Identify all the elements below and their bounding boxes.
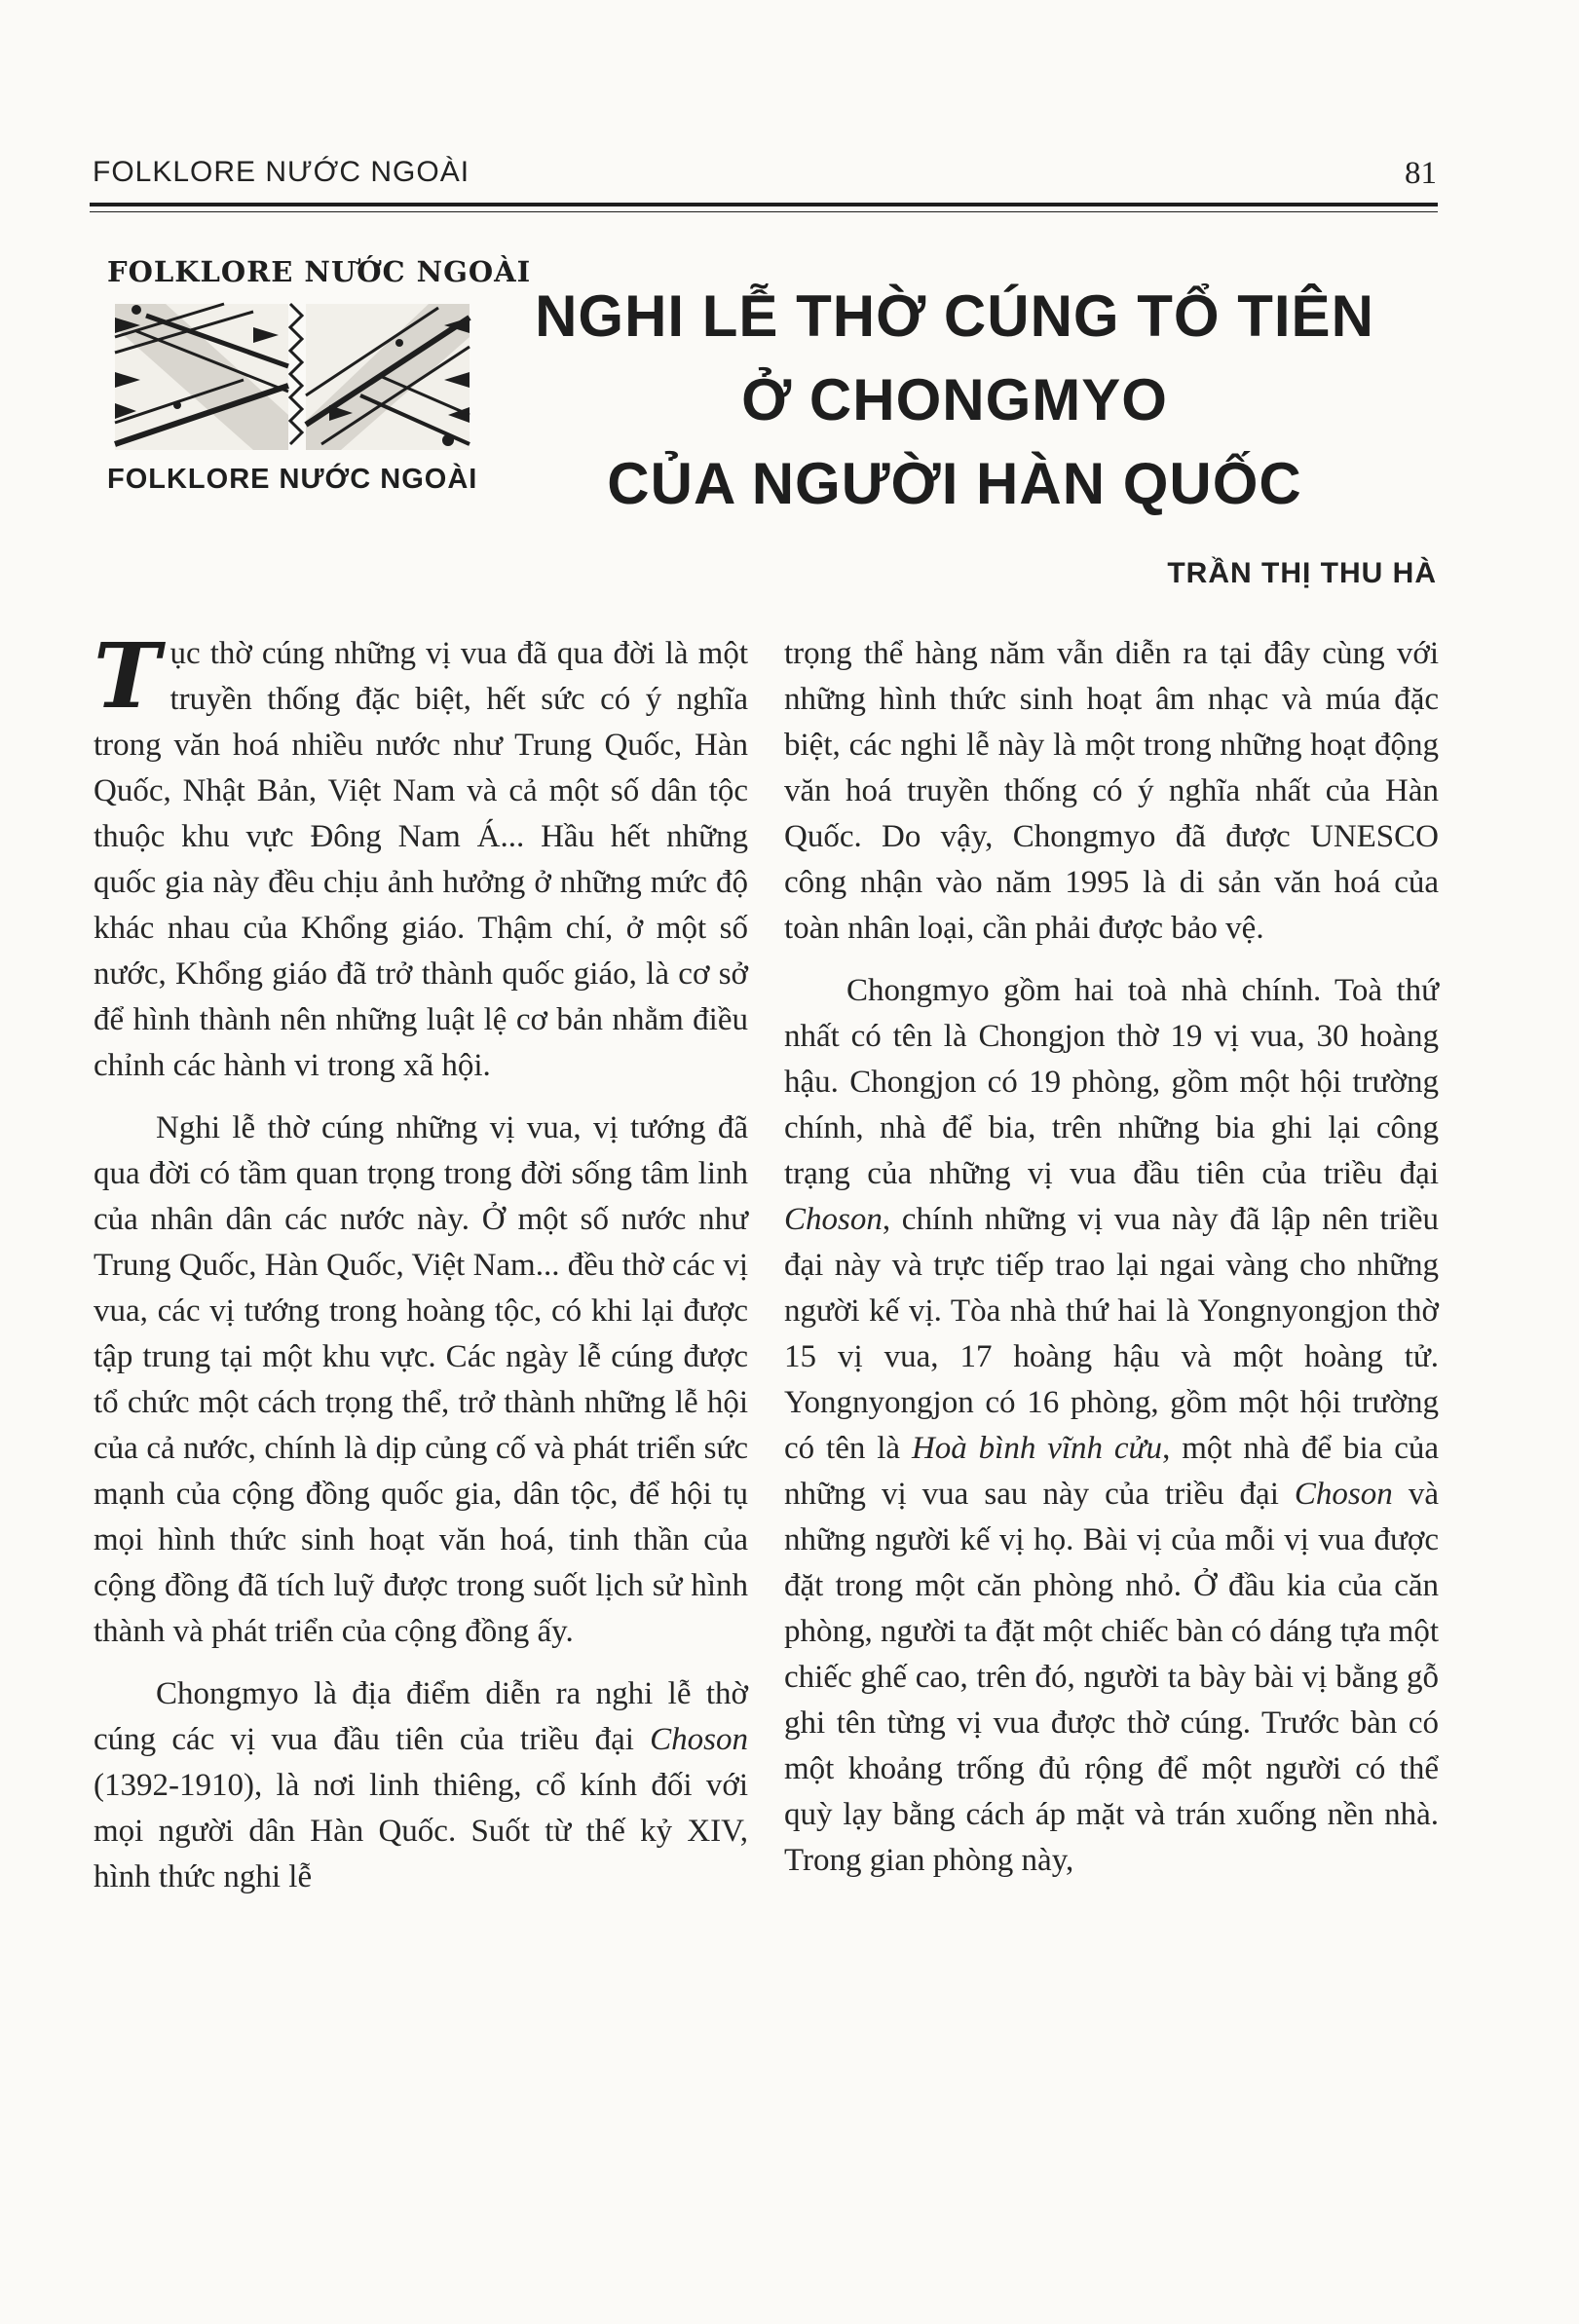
section-name: FOLKLORE NƯỚC NGOÀI bbox=[93, 156, 470, 188]
paragraph bbox=[94, 623, 748, 1089]
paragraph-text: ục thờ cúng những vị vua đã qua đời là một truyền thống đặc biệt, hết sức có ý nghĩa trong văn hoá nhiều nước như Trung Quốc, Hàn Quốc, Nhật Bản, Việt Nam và cả một số dân tộc thuộc khu vực Đông Nam Á... Hầu hết những quốc gia này đều chịu ảnh hưởng ở những mức độ khác nhau của Khổng giáo. Thậm chí, ở một số nước, Khổng giáo đã trở thành quốc giáo, là cơ sở để hình thành nên những luật lệ cơ bản nhằm điều chỉnh các hành vi trong xã hội. bbox=[94, 636, 748, 1083]
paragraph-text: Nghi lễ thờ cúng những vị vua, vị tướng đã qua đời có tầm quan trọng trong đời sống tâm linh của nhân dân các nước này. Ở một số nước như Trung Quốc, Hàn Quốc, Việt Nam... đều thờ các vị vua, các vị tướng trong hoàng tộc, có khi lại được tập trung tại một khu vực. Các ngày lễ cúng được tổ chức một cách trọng thể, trở thành những lễ hội của cả nước, chính là dịp củng cố và phát triển sức mạnh của cộng đồng quốc gia, dân tộc, để hội tụ mọi hình thức sinh hoạt văn hoá, tinh thần của cộng đồng đã tích luỹ được trong suốt lịch sử hình thành và phát triển của cộng đồng ấy. bbox=[94, 1110, 748, 1649]
logo-pattern-left bbox=[115, 304, 288, 450]
paragraph bbox=[94, 1671, 748, 1900]
paragraph-text: và những người kế vị họ. Bài vị của mỗi vị vua được đặt trong một căn phòng nhỏ. Ở đầu kia của căn phòng, người ta đặt một chiếc bàn có dáng tựa một chiếc ghế cao, trên đó, người ta bày bài vị bằng gỗ ghi tên từng vị vua được thờ cúng. Trước bàn có một khoảng trống đủ rộng để một người có thể quỳ lạy bằng cách áp mặt và trán xuống nền nhà. Trong gian phòng này, bbox=[784, 1477, 1439, 1878]
running-head bbox=[93, 156, 1437, 195]
paragraph-text: , một nhà để bia của những vị vua sau này của triều đại bbox=[784, 1431, 1439, 1512]
article-title bbox=[507, 275, 1403, 526]
paragraph bbox=[94, 1106, 748, 1655]
logo-divider bbox=[290, 304, 302, 444]
left-column bbox=[94, 623, 748, 1917]
italic-term: Hoà bình vĩnh cửu bbox=[911, 1431, 1163, 1466]
logo-bottom-text: FOLKLORE NƯỚC NGOÀI bbox=[107, 464, 478, 495]
section-logo bbox=[107, 255, 532, 508]
drop-cap: T bbox=[94, 623, 161, 729]
header-rule-thin bbox=[90, 211, 1438, 212]
right-column bbox=[784, 631, 1439, 1900]
italic-term: Choson bbox=[650, 1722, 748, 1757]
folk-pattern-icon bbox=[107, 298, 477, 460]
paragraph-text: Chongmyo là địa điểm diễn ra nghi lễ thờ cúng các vị vua đầu tiên của triều đại bbox=[94, 1676, 748, 1757]
logo-pattern-right bbox=[306, 304, 470, 450]
paragraph-text: (1392-1910), là nơi linh thiêng, cổ kính đối với mọi người dân Hàn Quốc. Suốt từ thế kỷ XIV, hình thức nghi lễ bbox=[94, 1768, 748, 1894]
title-line-2: Ở CHONGMYO bbox=[741, 367, 1168, 432]
paragraph-text: Chongmyo gồm hai toà nhà chính. Toà thứ nhất có tên là Chongjon thờ 19 vị vua, 30 hoàng hậu. Chongjon có 19 phòng, gồm một hội trường chính, nhà để bia, trên những bia ghi lại công trạng của những vị vua đầu tiên của triều đại bbox=[784, 973, 1439, 1191]
italic-term: Choson bbox=[784, 1202, 883, 1237]
paragraph-text: , chính những vị vua này đã lập nên triều đại này và trực tiếp trao lại ngai vàng cho những người kế vị. Tòa nhà thứ hai là Yongnyongjon thờ 15 vị vua, 17 hoàng hậu và một hoàng tử. Yongnyongjon có 16 phòng, gồm một hội trường có tên là bbox=[784, 1202, 1439, 1466]
header-rule-thick bbox=[90, 203, 1438, 206]
title-line-3: CỦA NGƯỜI HÀN QUỐC bbox=[607, 451, 1302, 516]
author-name: TRẦN THỊ THU HÀ bbox=[1167, 557, 1437, 589]
paragraph bbox=[784, 968, 1439, 1884]
logo-top-text: FOLKLORE NƯỚC NGOÀI bbox=[107, 255, 532, 288]
paragraph bbox=[784, 631, 1439, 952]
page-number: 81 bbox=[1405, 156, 1437, 191]
title-line-1: NGHI LỄ THỜ CÚNG TỔ TIÊN bbox=[535, 283, 1374, 349]
italic-term: Choson bbox=[1294, 1477, 1393, 1512]
paragraph-text: trọng thể hàng năm vẫn diễn ra tại đây cùng với những hình thức sinh hoạt âm nhạc và múa đặc biệt, các nghi lễ này là một trong những hoạt động văn hoá truyền thống có ý nghĩa nhất của Hàn Quốc. Do vậy, Chongmyo đã được UNESCO công nhận vào năm 1995 là di sản văn hoá của toàn nhân loại, cần phải được bảo vệ. bbox=[784, 636, 1439, 946]
